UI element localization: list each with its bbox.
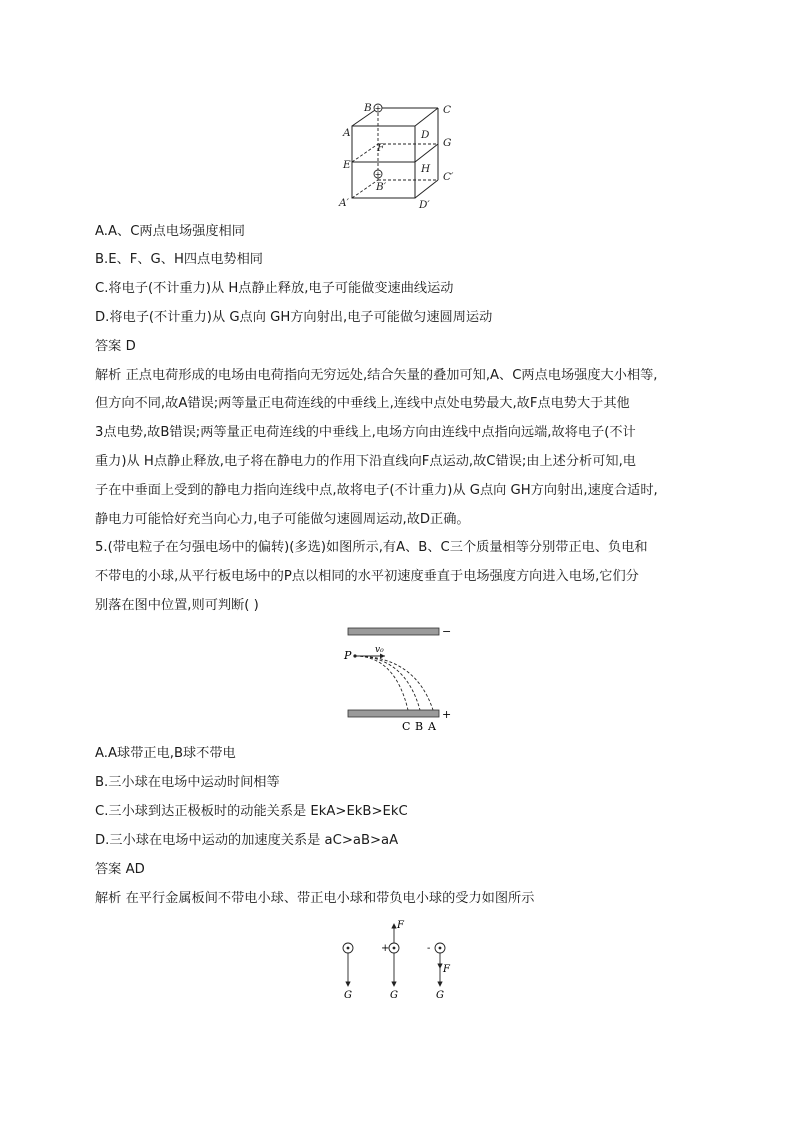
q5-stem-line: 别落在图中位置,则可判断( ): [95, 598, 259, 613]
positive-plate: [348, 710, 439, 717]
label-Bp: B′: [376, 181, 387, 193]
positive-sign: +: [381, 943, 390, 954]
positive-plate-sign: +: [442, 708, 452, 721]
positive-charge-B: [374, 104, 382, 113]
negative-sign: -: [427, 943, 431, 954]
q5-stem-line: 不带电的小球,从平行板电场中的P点以相同的水平初速度垂直于电场强度方向进入电场,它们分: [95, 569, 639, 584]
svg-text:+: +: [374, 104, 382, 113]
q4-analysis-line: 但方向不同,故A错误;两等量正电荷连线的中垂线上,连线中点处电势最大,故F点电势大于其他: [95, 396, 630, 411]
label-H: H: [421, 163, 431, 175]
svg-text:+: +: [374, 170, 382, 179]
label-Ap: A′: [339, 197, 349, 209]
gravity-label: G: [390, 990, 398, 1001]
label-Dp: D′: [419, 199, 430, 211]
q5-option-c: C.三小球到达正极板时的动能关系是 EkA>EkB>EkC: [95, 804, 408, 819]
q4-answer: 答案 D: [95, 339, 136, 354]
point-P-label: P: [344, 649, 352, 662]
q5-option-b: B.三小球在电场中运动时间相等: [95, 775, 280, 790]
trajectory-C: [355, 656, 408, 710]
q4-option-c: C.将电子(不计重力)从 H点静止释放,电子可能做变速曲线运动: [95, 281, 454, 296]
negative-ball: [427, 943, 451, 1001]
positive-charge-Bp: [374, 170, 382, 179]
electric-force-label: F: [443, 964, 450, 975]
parallel-plate-figure: [340, 622, 460, 734]
label-Cp: C′: [443, 171, 454, 183]
gravity-label: G: [436, 990, 444, 1001]
negative-plate: [348, 628, 439, 635]
negative-plate-sign: −: [442, 625, 452, 638]
label-E: E: [343, 159, 351, 171]
label-D: D: [421, 129, 430, 141]
q4-analysis-line: 静电力可能恰好充当向心力,电子可能做匀速圆周运动,故D正确。: [95, 512, 470, 527]
q5-answer: 答案 AD: [95, 862, 145, 877]
force-diagram: [330, 916, 465, 1006]
positive-ball: [381, 920, 405, 1001]
q4-analysis-line: 子在中垂面上受到的静电力指向连线中点,故将电子(不计重力)从 G点向 GH方向射出,速度合适时,: [95, 483, 658, 498]
q4-option-a: A.A、C两点电场强度相同: [95, 224, 245, 239]
q4-analysis-line: 3点电势,故B错误;两等量正电荷连线的中垂线上,电场方向由连线中点指向远端,故将电子(不计: [95, 425, 636, 440]
landing-label-C: C: [402, 720, 411, 733]
label-G: G: [443, 137, 452, 149]
trajectory-B: [355, 656, 420, 710]
q4-option-b: B.E、F、G、H四点电势相同: [95, 252, 263, 267]
neutral-ball: [343, 943, 353, 1001]
q4-analysis-line: 解析 正点电荷形成的电场由电荷指向无穷远处,结合矢量的叠加可知,A、C两点电场强度大小相等,: [95, 368, 658, 383]
label-B: B: [364, 102, 372, 114]
landing-label-A: A: [428, 720, 436, 733]
trajectory-A: [355, 656, 433, 710]
label-F: F: [377, 142, 385, 154]
label-A: A: [343, 127, 351, 139]
landing-label-B: B: [415, 720, 424, 733]
gravity-label: G: [344, 990, 352, 1001]
q5-analysis: 解析 在平行金属板间不带电小球、带正电小球和带负电小球的受力如图所示: [95, 891, 535, 906]
q5-option-d: D.三小球在电场中运动的加速度关系是 aC>aB>aA: [95, 833, 399, 848]
cube-figure: [330, 98, 470, 214]
q4-option-d: D.将电子(不计重力)从 G点向 GH方向射出,电子可能做匀速圆周运动: [95, 310, 493, 325]
q4-analysis-line: 重力)从 H点静止释放,电子将在静电力的作用下沿直线向F点运动,故C错误;由上述分析可知,电: [95, 454, 636, 469]
electric-force-label: F: [397, 920, 404, 931]
velocity-label: v₀: [375, 645, 384, 655]
q5-stem-line: 5.(带电粒子在匀强电场中的偏转)(多选)如图所示,有A、B、C三个质量相等分别带正电、负电和: [95, 540, 648, 555]
q5-option-a: A.A球带正电,B球不带电: [95, 746, 236, 761]
label-C: C: [443, 104, 452, 116]
